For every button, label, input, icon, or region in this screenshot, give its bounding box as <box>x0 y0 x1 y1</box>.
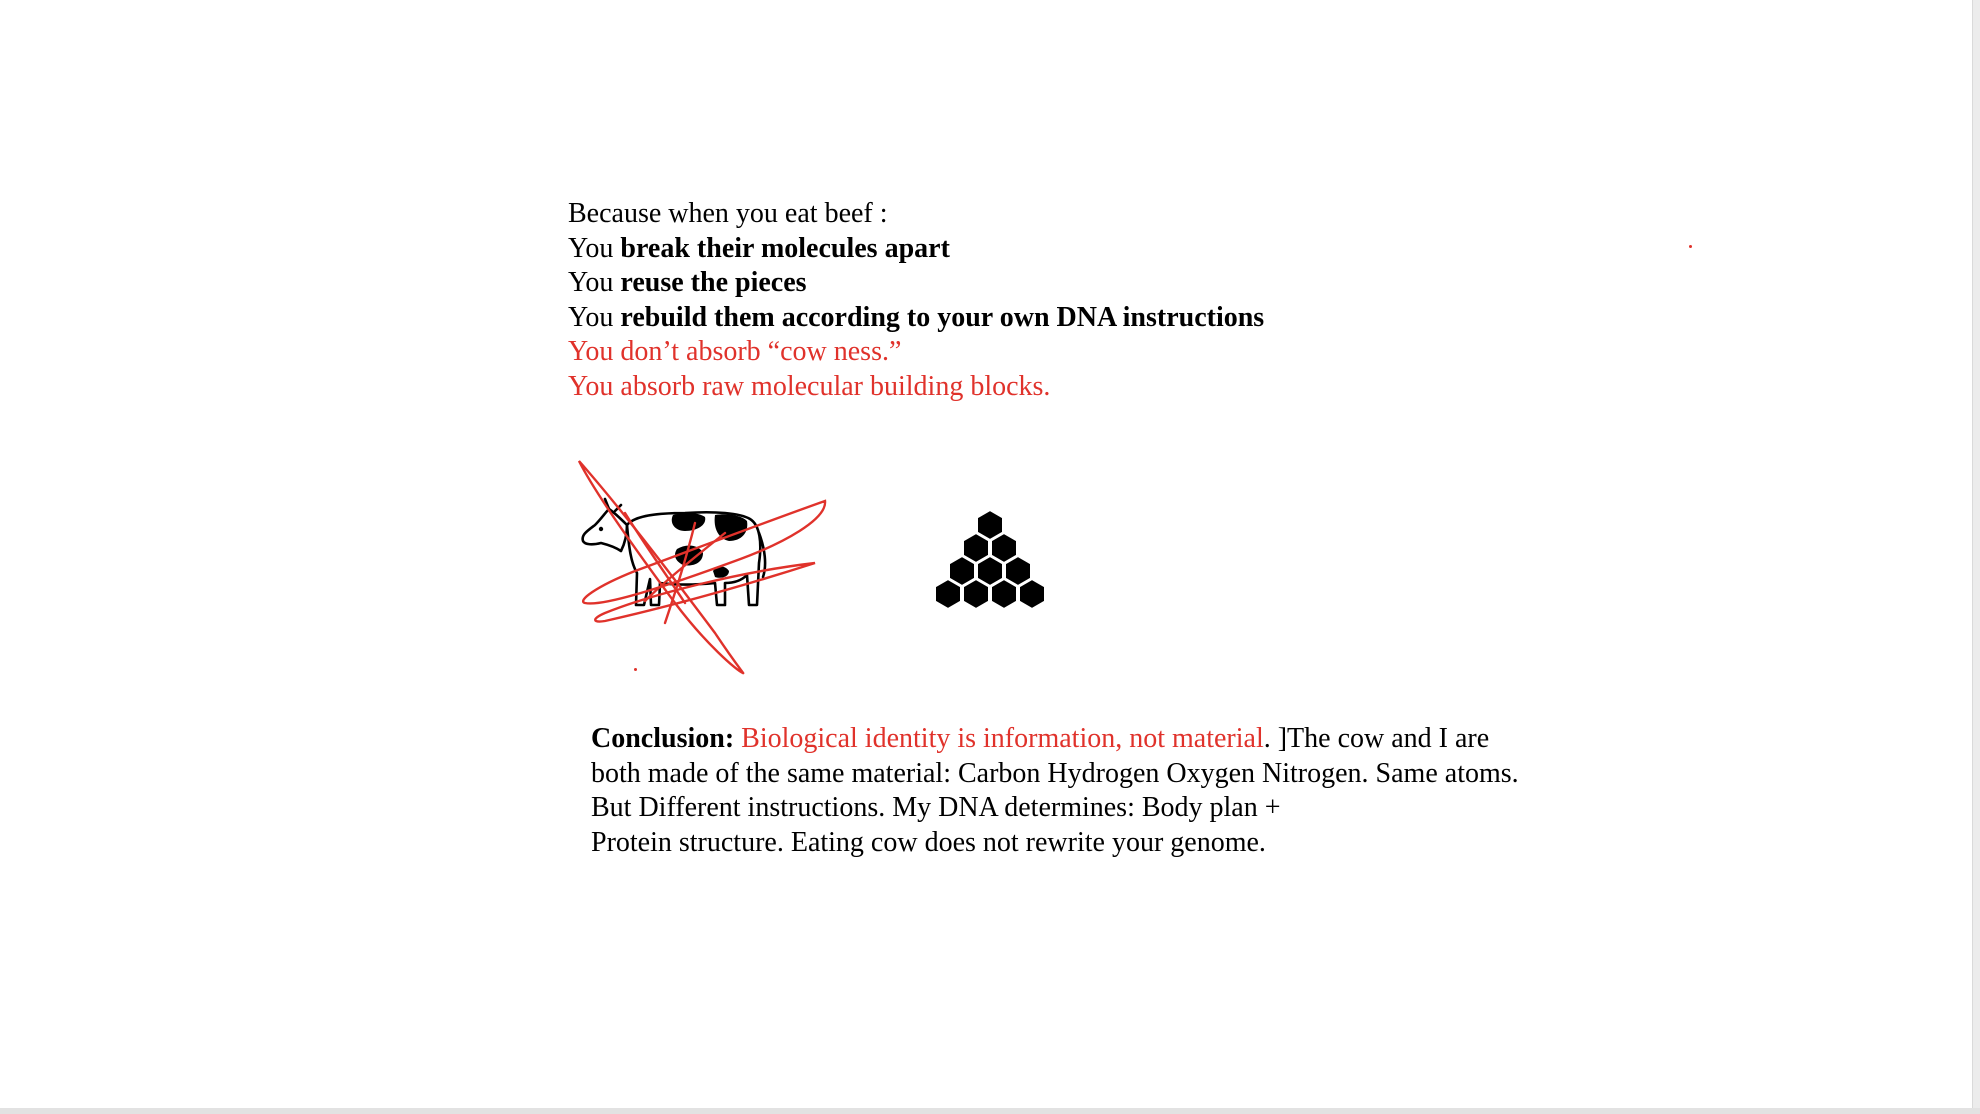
intro-line-3-bold: reuse the pieces <box>620 267 807 298</box>
conclusion-line-1-rest: . ]The cow and I are <box>1263 723 1490 754</box>
intro-line-2-bold: break their molecules apart <box>620 232 950 264</box>
hexagon-block <box>1019 579 1045 609</box>
conclusion-paragraph <box>591 722 1591 860</box>
stray-ink-dot <box>1689 245 1692 248</box>
conclusion-highlight: Biological identity is information, not material <box>741 723 1264 754</box>
intro-line-5: You don’t absorb “cow ness.” <box>568 336 902 367</box>
conclusion-label: Conclusion: <box>591 723 735 754</box>
red-scribble-icon <box>579 461 825 673</box>
intro-line-3 <box>568 266 1264 301</box>
conclusion-line-2: both made of the same material: Carbon Hydrogen Oxygen Nitrogen. Same atoms. <box>591 757 1519 789</box>
conclusion-line-3: But Different instructions. My DNA determines: Body plan + <box>591 792 1281 823</box>
hexagon-block <box>963 579 989 609</box>
intro-line-4-bold: rebuild them according to your own DNA instructions <box>620 301 1265 333</box>
page-edge-bottom <box>0 1108 1980 1114</box>
intro-line-6: You absorb raw molecular building blocks. <box>568 370 1051 402</box>
intro-line-2 <box>568 232 1264 267</box>
page-edge-right <box>1972 0 1980 1114</box>
intro-line-3-prefix: You <box>568 267 621 298</box>
cow-icon <box>565 453 835 685</box>
intro-line-4 <box>568 301 1264 336</box>
hexagon-pyramid-icon <box>925 505 1055 625</box>
conclusion-line-1 <box>591 722 1591 757</box>
cow-patches <box>599 513 748 578</box>
intro-text-block <box>568 197 1264 404</box>
hexagon-block <box>991 579 1017 609</box>
intro-line-4-prefix: You <box>568 301 621 333</box>
hexagon-block <box>935 579 961 609</box>
intro-line-1: Because when you eat beef : <box>568 198 888 229</box>
conclusion-line-4: Protein structure. Eating cow does not rewrite your genome. <box>591 826 1266 858</box>
intro-line-2-prefix: You <box>568 232 621 264</box>
